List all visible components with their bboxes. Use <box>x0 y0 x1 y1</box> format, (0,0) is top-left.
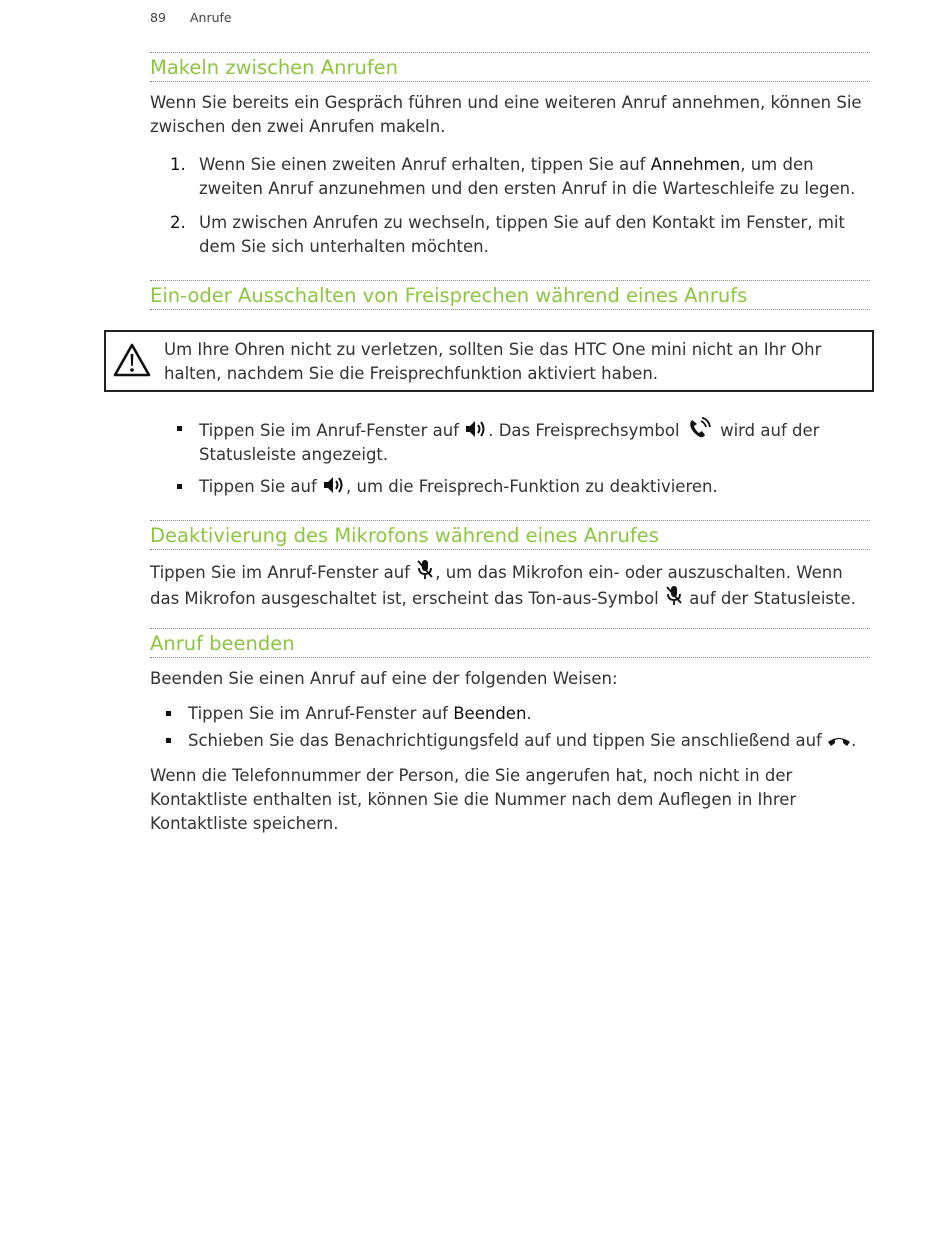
mute-mic-icon <box>415 559 435 581</box>
annehmen-label: Annehmen <box>650 155 741 174</box>
body-text: Kontaktliste speichern. <box>150 814 339 833</box>
bullet-text: . Das Freisprechsymbol <box>488 421 685 440</box>
bullet-text: , um die Freisprech-Funktion zu deaktivieren. <box>346 477 718 496</box>
speaker-icon <box>322 475 346 495</box>
divider <box>150 628 870 629</box>
warning-line: Um Ihre Ohren nicht zu verletzen, sollten Sie das HTC One mini nicht an Ihr Ohr <box>164 340 822 359</box>
section4-outro <box>150 764 870 836</box>
speakerphone-status-icon <box>685 417 715 439</box>
mute-status-icon <box>664 585 684 607</box>
warning-line: halten, nachdem Sie die Freisprechfunktion aktiviert haben. <box>164 364 659 383</box>
section-heading-anruf-beenden: Anruf beenden <box>150 632 295 655</box>
bullet-speaker-on <box>199 417 879 467</box>
bullet-text: Tippen Sie im Anruf-Fenster auf <box>188 704 454 723</box>
bullet-text: Statusleiste angezeigt. <box>199 445 389 464</box>
step-text: dem Sie sich unterhalten möchten. <box>199 237 489 256</box>
warning-icon <box>112 342 152 378</box>
speaker-icon <box>464 419 488 439</box>
divider <box>150 81 870 82</box>
chapter-title: Anrufe <box>190 10 232 25</box>
body-text: Tippen Sie im Anruf-Fenster auf <box>150 563 416 582</box>
bullet-end-call-notification <box>188 729 878 753</box>
divider <box>150 280 870 281</box>
step-text: Um zwischen Anrufen zu wechseln, tippen Sie auf den Kontakt im Fenster, mit <box>199 213 845 232</box>
bullet-text: Schieben Sie das Benachrichtigungsfeld auf und tippen Sie anschließend auf <box>188 731 828 750</box>
divider <box>150 309 870 310</box>
warning-text <box>164 338 864 386</box>
intro-line: zwischen den zwei Anrufen makeln. <box>150 117 446 136</box>
divider <box>150 657 870 658</box>
body-text: auf der Statusleiste. <box>684 589 856 608</box>
intro-line: Wenn Sie bereits ein Gespräch führen und eine weiteren Anruf annehmen, können Sie <box>150 93 862 112</box>
step-text: zweiten Anruf anzunehmen und den ersten Anruf in die Warteschleife zu legen. <box>199 179 856 198</box>
bullet-text: Tippen Sie auf <box>199 477 323 496</box>
step-2 <box>199 211 879 259</box>
bullet-marker <box>166 738 171 743</box>
section-heading-mikrofon: Deaktivierung des Mikrofons während eines Anrufes <box>150 524 659 547</box>
step-marker: 2. <box>170 213 186 232</box>
bullet-end-call-window <box>188 702 878 726</box>
step-text: , um den <box>740 155 814 174</box>
page-number: 89 <box>150 10 166 25</box>
step-1 <box>199 153 879 201</box>
section3-text <box>150 559 870 611</box>
page-header <box>150 10 232 25</box>
section4-intro: Beenden Sie einen Anruf auf eine der folgenden Weisen: <box>150 669 618 688</box>
bullet-text: . <box>526 704 532 723</box>
beenden-label: Beenden <box>453 704 527 723</box>
bullet-text: . <box>851 731 857 750</box>
divider <box>150 549 870 550</box>
section-heading-makeln: Makeln zwischen Anrufen <box>150 56 399 79</box>
divider <box>150 520 870 521</box>
bullet-text: wird auf der <box>714 421 820 440</box>
body-text: Kontaktliste enthalten ist, können Sie die Nummer nach dem Auflegen in Ihrer <box>150 790 797 809</box>
section1-intro <box>150 91 870 139</box>
body-text: Wenn die Telefonnummer der Person, die Sie angerufen hat, noch nicht in der <box>150 766 793 785</box>
hang-up-icon <box>827 735 851 749</box>
body-text: das Mikrofon ausgeschaltet ist, erscheint das Ton-aus-Symbol <box>150 589 665 608</box>
step-text: Wenn Sie einen zweiten Anruf erhalten, tippen Sie auf <box>199 155 651 174</box>
bullet-marker <box>166 711 171 716</box>
divider <box>150 52 870 53</box>
step-marker: 1. <box>170 155 186 174</box>
body-text: , um das Mikrofon ein- oder auszuschalten. Wenn <box>435 563 843 582</box>
bullet-marker <box>177 484 182 489</box>
bullet-text: Tippen Sie im Anruf-Fenster auf <box>199 421 465 440</box>
section-heading-freisprechen: Ein-oder Ausschalten von Freisprechen während eines Anrufs <box>150 284 748 307</box>
warning-box <box>104 330 874 392</box>
bullet-speaker-off <box>199 475 879 499</box>
bullet-marker <box>177 426 182 431</box>
